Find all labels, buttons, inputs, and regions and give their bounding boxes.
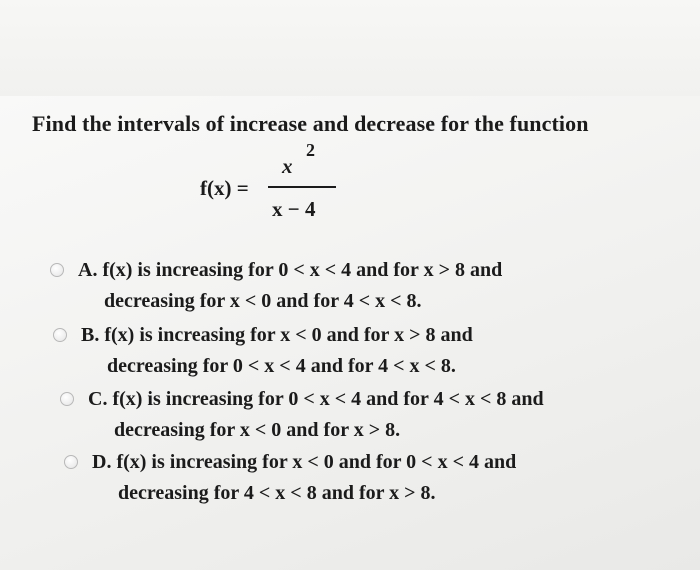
option-b-line2: decreasing for 0 < x < 4 and for 4 < x < 8. bbox=[107, 355, 456, 377]
option-b-line1: B. f(x) is increasing for x < 0 and for x > 8 and bbox=[81, 324, 473, 346]
fraction-bar bbox=[268, 186, 336, 188]
option-a-line2: decreasing for x < 0 and for 4 < x < 8. bbox=[104, 290, 422, 312]
radio-button-c[interactable] bbox=[60, 392, 74, 406]
formula-exponent: 2 bbox=[306, 140, 315, 160]
option-c-line2: decreasing for x < 0 and for x > 8. bbox=[114, 419, 401, 441]
top-band bbox=[0, 0, 700, 97]
radio-button-b[interactable] bbox=[53, 328, 67, 342]
function-formula bbox=[200, 140, 360, 228]
option-c-line1: C. f(x) is increasing for 0 < x < 4 and for 4 < x < 8 and bbox=[88, 388, 544, 410]
option-d-line2: decreasing for 4 < x < 8 and for x > 8. bbox=[118, 482, 436, 504]
formula-lhs: f(x) = bbox=[200, 176, 249, 200]
radio-button-d[interactable] bbox=[64, 455, 78, 469]
formula-numerator: x bbox=[282, 154, 293, 178]
formula-denominator: x − 4 bbox=[272, 197, 316, 221]
question-text: Find the intervals of increase and decrease for the function bbox=[32, 111, 589, 136]
option-d-line1: D. f(x) is increasing for x < 0 and for 0 < x < 4 and bbox=[92, 451, 517, 473]
radio-button-a[interactable] bbox=[50, 263, 64, 277]
option-a-line1: A. f(x) is increasing for 0 < x < 4 and for x > 8 and bbox=[78, 259, 503, 281]
